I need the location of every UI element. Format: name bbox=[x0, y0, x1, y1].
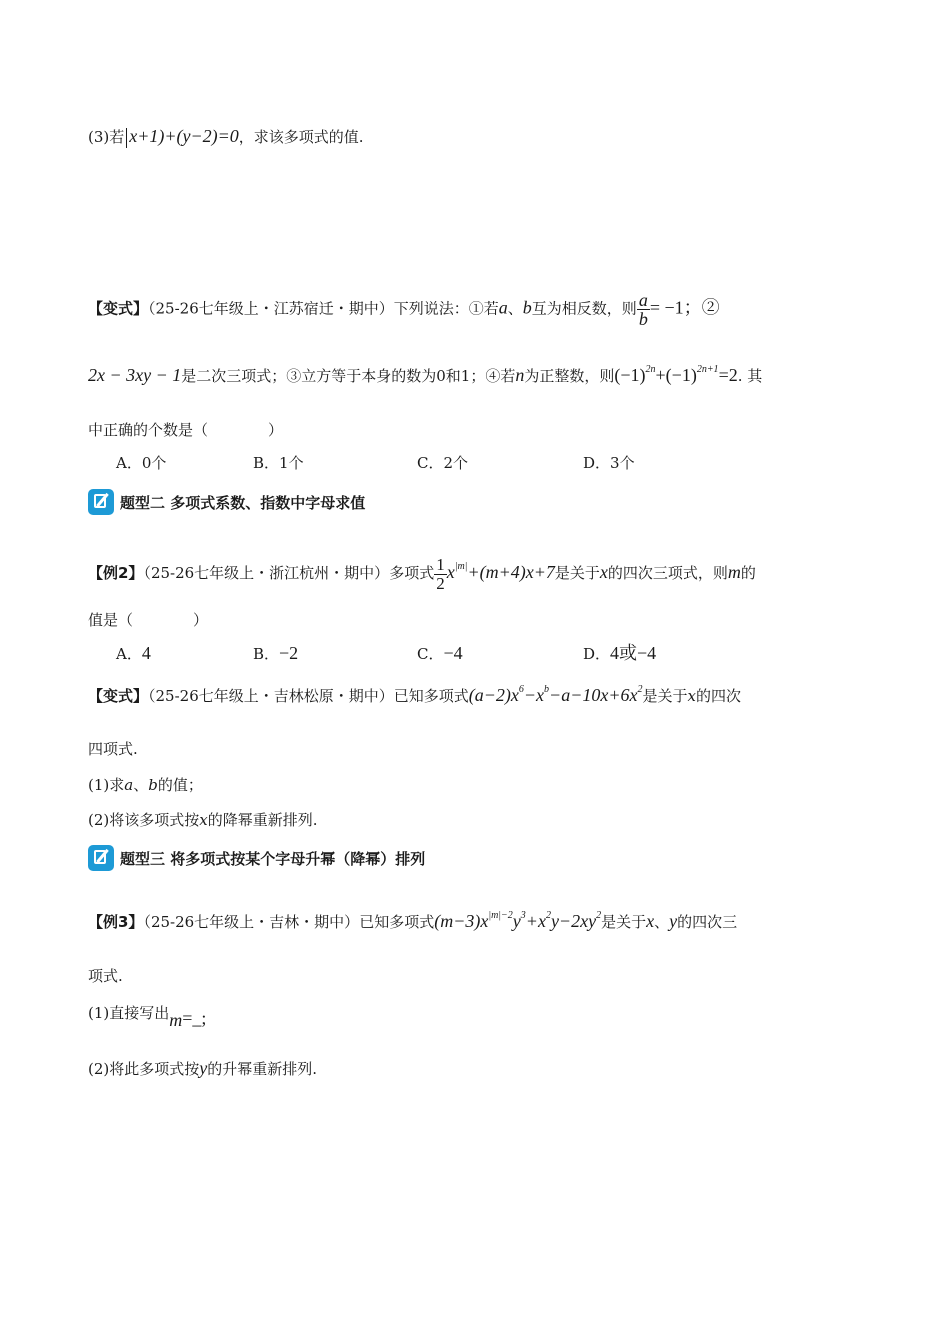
example3-text2: 是关于 bbox=[601, 913, 647, 931]
sub1-label: (1)直接写出 bbox=[88, 1004, 170, 1022]
frac-den: 2 bbox=[436, 573, 445, 593]
example2-option-d[interactable] bbox=[583, 641, 656, 666]
q3-line bbox=[88, 124, 364, 149]
example2-line2: 值是（ ） bbox=[88, 611, 209, 629]
var-x: x bbox=[687, 687, 696, 705]
option-letter: C． bbox=[417, 645, 444, 663]
var-y: y bbox=[669, 911, 678, 931]
var-a: a bbox=[124, 776, 134, 794]
example3-line2: 项式. bbox=[88, 967, 123, 985]
example3-source: （25-26七年级上・吉林・期中） bbox=[143, 913, 360, 931]
q3-math: x+1)+(y−2)=0 bbox=[129, 126, 239, 146]
example2-text4: 的 bbox=[740, 564, 756, 582]
bianshi1-option-c[interactable]: C．2个 bbox=[417, 454, 469, 472]
option-letter: B． bbox=[253, 645, 280, 663]
sep: 、 bbox=[507, 299, 523, 318]
example3-line1 bbox=[88, 904, 737, 934]
power-expr-2: +(−1) bbox=[655, 365, 697, 385]
expr-2x-3xy-1: 2x − 3xy − 1 bbox=[88, 365, 182, 385]
option-value: 4或−4 bbox=[610, 643, 657, 663]
example3-text1: 已知多项式 bbox=[359, 913, 435, 931]
sep: 、 bbox=[133, 776, 149, 794]
example2-text3: 的四次三项式，则 bbox=[607, 564, 728, 582]
option-letter: A． bbox=[116, 645, 142, 663]
bianshi1-line3: 中正确的个数是（ ） bbox=[88, 421, 284, 439]
var-x: x bbox=[446, 562, 455, 582]
example3-tag: 【例3】 bbox=[88, 913, 144, 931]
option-value: −2 bbox=[279, 643, 299, 663]
bianshi2-sub1 bbox=[88, 773, 203, 797]
exp-2n-plus-1: 2n+1 bbox=[696, 364, 719, 375]
expr-m-plus-4: +(m+4)x+7 bbox=[467, 562, 555, 582]
bianshi1-text6: . 其 bbox=[737, 367, 763, 385]
sub1-label: (1)求 bbox=[88, 776, 125, 794]
q3-tail: ，求该多项式的值. bbox=[238, 128, 364, 146]
fraction-one-half bbox=[434, 556, 447, 593]
bianshi2-tag: 【变式】 bbox=[88, 687, 149, 705]
option-letter: D． bbox=[583, 645, 611, 663]
example2-option-c[interactable] bbox=[417, 641, 463, 666]
bianshi1-line1 bbox=[88, 291, 720, 328]
var-b: b bbox=[522, 297, 532, 318]
example2-tag: 【例2】 bbox=[88, 564, 144, 582]
example3-sub2 bbox=[88, 1056, 317, 1081]
exp-2: 2 bbox=[637, 684, 643, 695]
expr-y-minus-2xy: y−2xy bbox=[550, 911, 597, 931]
var-x: x bbox=[599, 562, 608, 582]
exp-2: 2 bbox=[596, 910, 602, 921]
var-b: b bbox=[148, 776, 158, 794]
bianshi1-text1: 下列说法：①若 bbox=[393, 299, 499, 318]
bianshi2-text3: 的四次 bbox=[695, 687, 741, 705]
exp-abs-m-minus-2: |m|−2 bbox=[488, 910, 513, 921]
expr-plus-x: +x bbox=[525, 911, 546, 931]
bianshi2-text1: 已知多项式 bbox=[393, 687, 469, 705]
expr-m-minus-3-x: (m−3)x bbox=[434, 911, 489, 931]
frac-num: 1 bbox=[436, 554, 445, 574]
expr-a-minus-2-x: (a−2)x bbox=[468, 685, 519, 705]
exp-2n: 2n bbox=[645, 364, 656, 375]
section3-title: 题型三 将多项式按某个字母升幂（降幂）排列 bbox=[120, 849, 426, 868]
bianshi2-source: （25-26七年级上・吉林松原・期中） bbox=[148, 687, 394, 705]
power-expr-1: (−1) bbox=[614, 365, 646, 385]
example2-line1 bbox=[88, 555, 756, 593]
bianshi1-text3: = −1；② bbox=[649, 297, 720, 318]
exp-b: b bbox=[544, 684, 550, 695]
bianshi1-source: （25-26七年级上・江苏宿迁・期中） bbox=[148, 299, 394, 318]
exp-3: 3 bbox=[520, 910, 526, 921]
bianshi2-line1 bbox=[88, 678, 741, 708]
var-y: y bbox=[199, 1058, 208, 1078]
bianshi1-option-b[interactable]: B．1个 bbox=[253, 454, 304, 472]
expr-minus-x: −x bbox=[523, 685, 545, 705]
bianshi1-option-a[interactable]: A．0个 bbox=[116, 454, 167, 472]
bianshi1-line2 bbox=[88, 358, 762, 388]
example2-source: （25-26七年级上・浙江杭州・期中） bbox=[143, 564, 390, 582]
abs-bar bbox=[126, 128, 127, 148]
var-n: n bbox=[515, 365, 525, 385]
bianshi2-sub2 bbox=[88, 808, 318, 832]
pencil-note-icon bbox=[88, 845, 114, 871]
example2-option-b[interactable] bbox=[253, 641, 298, 666]
pencil-note-icon bbox=[88, 489, 114, 515]
section2-header bbox=[88, 486, 365, 518]
exp-2: 2 bbox=[545, 910, 551, 921]
example2-option-a[interactable] bbox=[116, 641, 151, 666]
bianshi1-text4: 是二次三项式；③立方等于本身的数为0和1；④若 bbox=[181, 367, 516, 385]
frac-den: b bbox=[638, 309, 648, 329]
example3-text3: 的四次三 bbox=[677, 913, 738, 931]
sub2-label: (2)将该多项式按 bbox=[88, 811, 200, 829]
frac-num: a bbox=[638, 290, 648, 310]
var-y: y bbox=[512, 911, 521, 931]
bianshi2-line2: 四项式. bbox=[88, 740, 138, 758]
example2-text2: 是关于 bbox=[554, 564, 600, 582]
sub2-tail: 的升幂重新排列. bbox=[207, 1060, 318, 1078]
example2-text1: 多项式 bbox=[389, 564, 435, 582]
fraction-a-over-b bbox=[637, 291, 650, 328]
bianshi1-option-d[interactable]: D．3个 bbox=[583, 454, 635, 472]
option-value: −4 bbox=[443, 643, 463, 663]
q3-label: (3)若 bbox=[88, 128, 125, 146]
eq-2: =2 bbox=[718, 365, 738, 385]
option-value: 4 bbox=[141, 643, 151, 663]
bianshi2-text2: 是关于 bbox=[642, 687, 688, 705]
bianshi1-text5: 为正整数，则 bbox=[524, 367, 615, 385]
var-x: x bbox=[199, 811, 208, 829]
exp-abs-m: |m| bbox=[454, 561, 468, 572]
exp-6: 6 bbox=[518, 684, 524, 695]
expr-tail: −a−10x+6x bbox=[549, 685, 638, 705]
sub1-tail: 的值； bbox=[157, 776, 203, 794]
sub2-label: (2)将此多项式按 bbox=[88, 1060, 200, 1078]
var-x: x bbox=[646, 911, 655, 931]
answer-blank[interactable]: =_; bbox=[182, 1008, 207, 1028]
sep: 、 bbox=[654, 913, 670, 931]
sub2-tail: 的降幂重新排列. bbox=[207, 811, 318, 829]
var-a: a bbox=[498, 297, 508, 318]
bianshi1-tag: 【变式】 bbox=[88, 299, 149, 318]
example3-sub1 bbox=[88, 1001, 206, 1032]
bianshi1-text2: 互为相反数，则 bbox=[531, 299, 637, 318]
var-m: m bbox=[727, 562, 741, 582]
section2-title: 题型二 多项式系数、指数中字母求值 bbox=[120, 493, 366, 512]
var-m: m bbox=[169, 1010, 183, 1030]
section3-header bbox=[88, 842, 425, 874]
